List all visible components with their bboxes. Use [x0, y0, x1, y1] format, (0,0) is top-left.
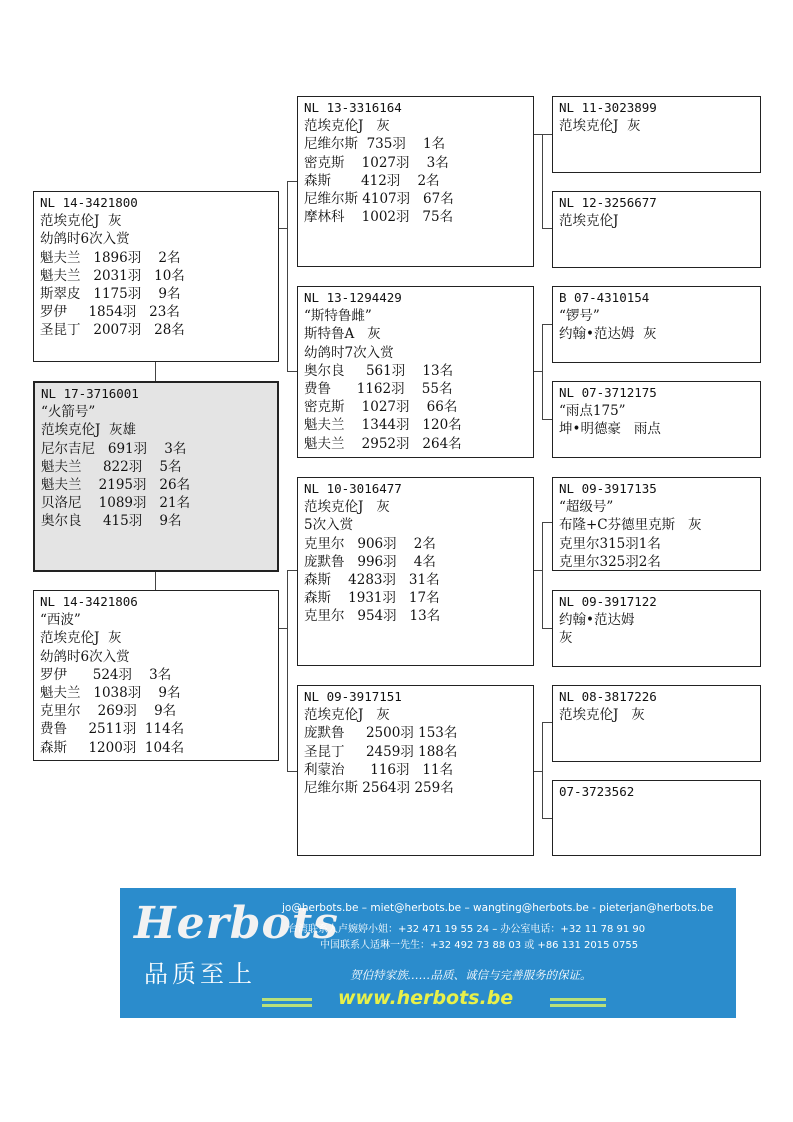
ggp4-box — [552, 381, 761, 458]
pedigree-line: 5次入赏 — [304, 517, 354, 534]
decorative-line-left — [262, 998, 312, 1001]
pedigree-line: 贝洛尼 1089羽 21名 — [41, 495, 191, 512]
pedigree-line: 奥尔良 415羽 9名 — [41, 513, 182, 530]
connector-ds-2 — [542, 628, 552, 629]
ggp1-box — [552, 96, 761, 173]
tagline: 贺伯特家族……品质、诚信与完善服务的保证。 — [350, 968, 592, 982]
connector-dam-sire — [287, 570, 297, 571]
pedigree-line: 尼维尔斯 735羽 1名 — [304, 136, 446, 153]
slogan: 品质至上 — [144, 960, 256, 988]
pedigree-line: “锣号” — [559, 308, 600, 325]
sire-dam-box — [297, 286, 534, 458]
pedigree-line: 密克斯 1027羽 66名 — [304, 399, 458, 416]
ring-number: NL 09-3917151 — [304, 689, 402, 704]
pedigree-line: 克里尔315羽1名 — [559, 535, 661, 552]
connector-dd-2 — [542, 818, 552, 819]
ggp3-box — [552, 286, 761, 363]
ring-number: NL 17-3716001 — [41, 386, 139, 401]
connector-ds-v — [542, 522, 543, 628]
pedigree-line: 魁夫兰 1038羽 9名 — [40, 685, 181, 702]
herbots-banner[interactable] — [120, 888, 736, 1018]
ring-number: NL 10-3016477 — [304, 481, 402, 496]
sire-sire-box — [297, 96, 534, 267]
connector-sd-1 — [542, 324, 552, 325]
connector-ss-1 — [542, 134, 552, 135]
pedigree-line: 约翰•范达姆 — [559, 612, 635, 629]
email-addresses[interactable]: jo@herbots.be – miet@herbots.be – wangting@herbots.be - pieterjan@herbots.be — [282, 902, 714, 914]
dam-sire-box — [297, 477, 534, 666]
ggp5-box — [552, 477, 761, 571]
pedigree-line: 魁夫兰 2031羽 10名 — [40, 267, 185, 284]
connector-sire-subject — [155, 361, 156, 381]
ring-number: 07-3723562 — [559, 784, 635, 799]
pedigree-line: 费鲁 1162羽 55名 — [304, 381, 453, 398]
ring-number: NL 08-3817226 — [559, 689, 657, 704]
connector-sd-2 — [542, 419, 552, 420]
pedigree-line: 幼鸽时6次入赏 — [40, 648, 130, 665]
pedigree-line: 密克斯 1027羽 3名 — [304, 154, 449, 171]
pedigree-line: 克里尔325羽2名 — [559, 553, 661, 570]
website-link[interactable]: www.herbots.be — [338, 987, 514, 1009]
connector-dd-v — [542, 722, 543, 818]
ggp6-box — [552, 590, 761, 667]
pedigree-line: 森斯 4283羽 31名 — [304, 572, 440, 589]
pedigree-line: 罗伊 524羽 3名 — [40, 666, 172, 683]
pedigree-line: 庞默鲁 2500羽 153名 — [304, 725, 458, 742]
pedigree-line: 范埃克伦J 灰 — [559, 707, 645, 724]
connector-dam-vertical — [287, 570, 288, 772]
ring-number: NL 09-3917122 — [559, 594, 657, 609]
ring-number: NL 14-3421806 — [40, 594, 138, 609]
connector-dd-1 — [542, 722, 552, 723]
pedigree-line: 幼鸽时7次入赏 — [304, 344, 394, 361]
pedigree-line: 圣昆丁 2459羽 188名 — [304, 743, 458, 760]
pedigree-line: 范埃克伦J 灰 — [559, 118, 641, 135]
pedigree-line: “火箭号” — [41, 404, 96, 421]
pedigree-line: 范埃克伦J 灰 — [40, 630, 122, 647]
ring-number: NL 12-3256677 — [559, 195, 657, 210]
ggp2-box — [552, 191, 761, 268]
pedigree-line: 圣昆丁 2007羽 28名 — [40, 322, 185, 339]
contact-taiwan: 台湾联系人卢婉婷小姐：+32 471 19 55 24 – 办公室电话：+32 11 78 91 90 — [288, 924, 646, 935]
dam-box — [33, 590, 279, 761]
pedigree-line: 庞默鲁 996羽 4名 — [304, 553, 436, 570]
ring-number: NL 14-3421800 — [40, 195, 138, 210]
ring-number: NL 11-3023899 — [559, 100, 657, 115]
pedigree-line: 布隆+C芬德里克斯 灰 — [559, 517, 702, 534]
connector-sd-v — [542, 324, 543, 419]
pedigree-line: 范埃克伦J 灰 — [304, 499, 390, 516]
pedigree-line: 魁夫兰 2195羽 26名 — [41, 477, 191, 494]
pedigree-line: 森斯 1931羽 17名 — [304, 590, 440, 607]
pedigree-line: “超级号” — [559, 499, 614, 516]
contact-china: 中国联系人适琳一先生：+32 492 73 88 03 或 +86 131 2015 0755 — [320, 940, 639, 951]
pedigree-line: “斯特鲁雌” — [304, 308, 372, 325]
pedigree-line: 费鲁 2511羽 114名 — [40, 721, 185, 738]
decorative-line-right — [550, 998, 606, 1001]
sire-box — [33, 191, 279, 362]
pedigree-line: 摩林科 1002羽 75名 — [304, 209, 454, 226]
pedigree-line: 森斯 412羽 2名 — [304, 172, 440, 189]
pedigree-line: 灰 — [559, 630, 573, 647]
pedigree-line: 尼维尔斯 4107羽 67名 — [304, 191, 454, 208]
pedigree-line: “西波” — [40, 612, 81, 629]
pedigree-line: 幼鸽时6次入赏 — [40, 231, 130, 248]
pedigree-line: 尼维尔斯 2564羽 259名 — [304, 780, 454, 797]
pedigree-line: 克里尔 906羽 2名 — [304, 535, 436, 552]
subject-box — [33, 381, 279, 572]
pedigree-line: 魁夫兰 2952羽 264名 — [304, 435, 462, 452]
pedigree-line: 罗伊 1854羽 23名 — [40, 304, 180, 321]
ring-number: NL 13-3316164 — [304, 100, 402, 115]
pedigree-line: 利蒙治 116羽 11名 — [304, 761, 454, 778]
pedigree-line: 范埃克伦J 灰 — [40, 213, 122, 230]
decorative-line-left-2 — [262, 1004, 312, 1007]
ggp8-box — [552, 780, 761, 856]
pedigree-line: “雨点175” — [559, 403, 626, 420]
pedigree-line: 范埃克伦J 灰 — [304, 118, 390, 135]
pedigree-line: 森斯 1200羽 104名 — [40, 739, 185, 756]
connector-sire-dam — [287, 371, 297, 372]
ggp7-box — [552, 685, 761, 762]
pedigree-line: 魁夫兰 1344羽 120名 — [304, 417, 462, 434]
pedigree-line: 斯特鲁A 灰 — [304, 326, 381, 343]
ring-number: NL 07-3712175 — [559, 385, 657, 400]
ring-number: NL 13-1294429 — [304, 290, 402, 305]
connector-sire-h — [278, 228, 288, 229]
decorative-line-right-2 — [550, 1004, 606, 1007]
pedigree-line: 约翰•范达姆 灰 — [559, 326, 657, 343]
ring-number: B 07-4310154 — [559, 290, 650, 305]
connector-subject-dam — [155, 571, 156, 590]
pedigree-line: 奥尔良 561羽 13名 — [304, 362, 454, 379]
pedigree-line: 范埃克伦J — [559, 213, 619, 230]
connector-sire-vertical — [287, 181, 288, 371]
pedigree-line: 魁夫兰 822羽 5名 — [41, 458, 182, 475]
pedigree-line: 魁夫兰 1896羽 2名 — [40, 249, 181, 266]
ring-number: NL 09-3917135 — [559, 481, 657, 496]
dam-dam-box — [297, 685, 534, 856]
pedigree-line: 范埃克伦J 灰 — [304, 707, 390, 724]
connector-ds-1 — [542, 522, 552, 523]
herbots-logo: Herbots — [134, 898, 339, 949]
pedigree-line: 范埃克伦J 灰雄 — [41, 422, 136, 439]
connector-dam-dam — [287, 771, 297, 772]
connector-ss-2 — [542, 228, 552, 229]
connector-sire-sire — [287, 181, 297, 182]
pedigree-line: 尼尔吉尼 691羽 3名 — [41, 440, 187, 457]
connector-dam-h — [278, 628, 288, 629]
pedigree-line: 斯翠皮 1175羽 9名 — [40, 286, 181, 303]
pedigree-line: 克里尔 269羽 9名 — [40, 703, 177, 720]
pedigree-line: 坤•明德豪 雨点 — [559, 421, 661, 438]
pedigree-line: 克里尔 954羽 13名 — [304, 608, 441, 625]
connector-ss-v — [542, 134, 543, 228]
